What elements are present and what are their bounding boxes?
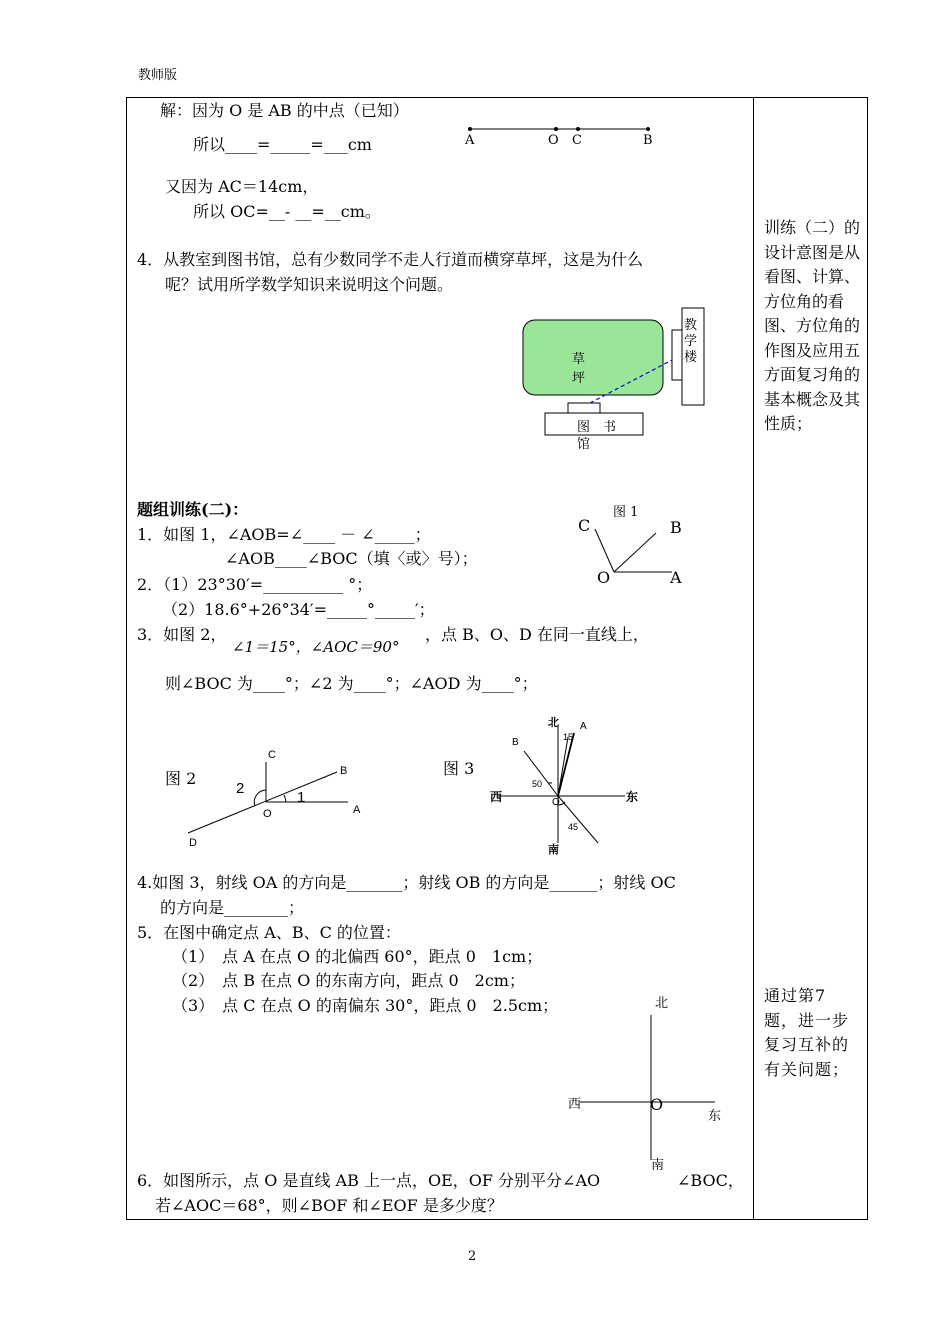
- figure-2-label-2: 2: [236, 780, 245, 797]
- figure-3-label-north: 北: [548, 717, 559, 729]
- segment-label-a: A: [465, 133, 475, 148]
- figure-2-label-o: O: [263, 808, 272, 820]
- segment-label-b: B: [643, 133, 653, 148]
- header-label: 教师版: [138, 68, 178, 83]
- q1-line-1: 1．如图 1，∠AOB=∠____ － ∠_____；: [137, 525, 431, 544]
- q6-line-1: 6．如图所示，点 O 是直线 AB 上一点，OE，OF 分别平分∠AO: [137, 1171, 601, 1190]
- segment-label-o: O: [548, 133, 559, 148]
- lawn-label-1: 草: [572, 352, 586, 367]
- lawn-question-line-2: 呢？试用所学数学知识来说明这个问题。: [165, 275, 454, 294]
- figure-3-label-15: 15: [563, 732, 574, 742]
- figure-1-label-o: O: [597, 568, 611, 587]
- figure-3-label-45: 45: [568, 822, 579, 832]
- sidebar-note-q7: 通过第7题，进一步复习互补的有关问题；: [764, 986, 850, 1079]
- compass-south: 南: [651, 1158, 665, 1173]
- column-divider: [753, 97, 754, 1219]
- figure-1-label-b: B: [670, 518, 682, 537]
- building-label-3: 楼: [684, 350, 698, 365]
- library-label-2: 馆: [577, 437, 591, 452]
- section-title: 题组训练(二)：: [137, 500, 249, 519]
- q5-item-1: （1） 点 A 在点 O 的北偏西 60°，距点 0 1cm；: [172, 947, 543, 966]
- solution-line-1: 解：因为 O 是 AB 的中点（已知）: [160, 101, 409, 120]
- figure-1-caption: 图 1: [613, 505, 639, 520]
- compass-west: 西: [568, 1097, 582, 1112]
- q1-line-2: ∠AOB____∠BOC（填〈或〉号）；: [225, 549, 478, 568]
- lawn-question-line-1: 4．从教室到图书馆，总有少数同学不走人行道而横穿草坪，这是为什么: [137, 250, 644, 269]
- figure-3-label-east: 东: [626, 790, 639, 804]
- q2-line-2: （2）18.6°+26°34′=_____°_____′；: [162, 600, 435, 619]
- q3-formula: ∠1＝15°，∠AOC＝90°: [232, 638, 400, 656]
- figure-1-label-a: A: [670, 568, 682, 587]
- figure-3-label-b: B: [512, 737, 519, 748]
- library-label-1: 图 书: [577, 420, 617, 435]
- segment-label-c: C: [572, 133, 582, 148]
- figure-3-caption: 图 3: [443, 759, 475, 778]
- figure-3-label-west: 西: [490, 790, 503, 804]
- figure-3-label-50: 50: [532, 779, 543, 789]
- page-number: 2: [468, 1249, 477, 1264]
- figure-2: [180, 750, 370, 840]
- lawn-label-2: 坪: [572, 371, 586, 386]
- compass-axes: [575, 1010, 725, 1170]
- segment-diagram: [460, 120, 670, 150]
- q5-item-3: （3） 点 C 在点 O 的南偏东 30°，距点 0 2.5cm；: [172, 996, 559, 1015]
- q3-line-1a: 3．如图 2，: [137, 625, 227, 644]
- q4-line-2: 的方向是________；: [160, 898, 305, 917]
- solution-line-2: 所以____=_____=___cm: [193, 135, 372, 154]
- q3-line-1b: ，点 B、O、D 在同一直线上，: [425, 625, 649, 644]
- q6-line-2: 若∠AOC＝68°，则∠BOF 和∠EOF 是多少度？: [155, 1196, 503, 1215]
- solution-line-3: 又因为 AC＝14cm，: [165, 177, 319, 196]
- q2-line-1: 2．（1）23°30′=__________ °；: [137, 575, 373, 594]
- figure-2-label-a: A: [353, 804, 361, 816]
- solution-line-4: 所以 OC=__- __=__cm。: [193, 202, 381, 221]
- figure-3-label-south: 南: [548, 844, 559, 856]
- compass-origin: O: [650, 1095, 664, 1114]
- figure-3-label-o: O: [552, 797, 560, 808]
- compass-east: 东: [708, 1109, 722, 1124]
- q6-line-1b: ∠BOC，: [677, 1171, 744, 1190]
- compass-north: 北: [655, 996, 669, 1011]
- q3-line-2: 则∠BOC 为____°；∠2 为____°；∠AOD 为____°；: [165, 674, 538, 693]
- figure-3-label-a: A: [580, 721, 587, 732]
- figure-2-label-d: D: [189, 837, 197, 849]
- building-label-1: 教: [684, 318, 698, 333]
- figure-1-label-c: C: [578, 516, 591, 535]
- figure-2-caption: 图 2: [165, 769, 197, 788]
- q5-item-2: （2） 点 B 在点 O 的东南方向，距点 0 2cm；: [172, 971, 525, 990]
- figure-2-label-c: C: [268, 749, 276, 761]
- q5-line-1: 5．在图中确定点 A、B、C 的位置：: [137, 923, 401, 942]
- figure-2-label-b: B: [340, 765, 348, 777]
- sidebar-note-design: 训练（二）的设计意图是从看图、计算、方位角的看图、方位角的作图及应用五方面复习角的基本概念及其性质；: [764, 218, 861, 433]
- q4-line-1: 4.如图 3，射线 OA 的方向是_______；射线 OB 的方向是______；射线 OC: [137, 873, 676, 892]
- figure-2-label-1: 1: [297, 789, 306, 806]
- building-label-2: 学: [684, 334, 698, 349]
